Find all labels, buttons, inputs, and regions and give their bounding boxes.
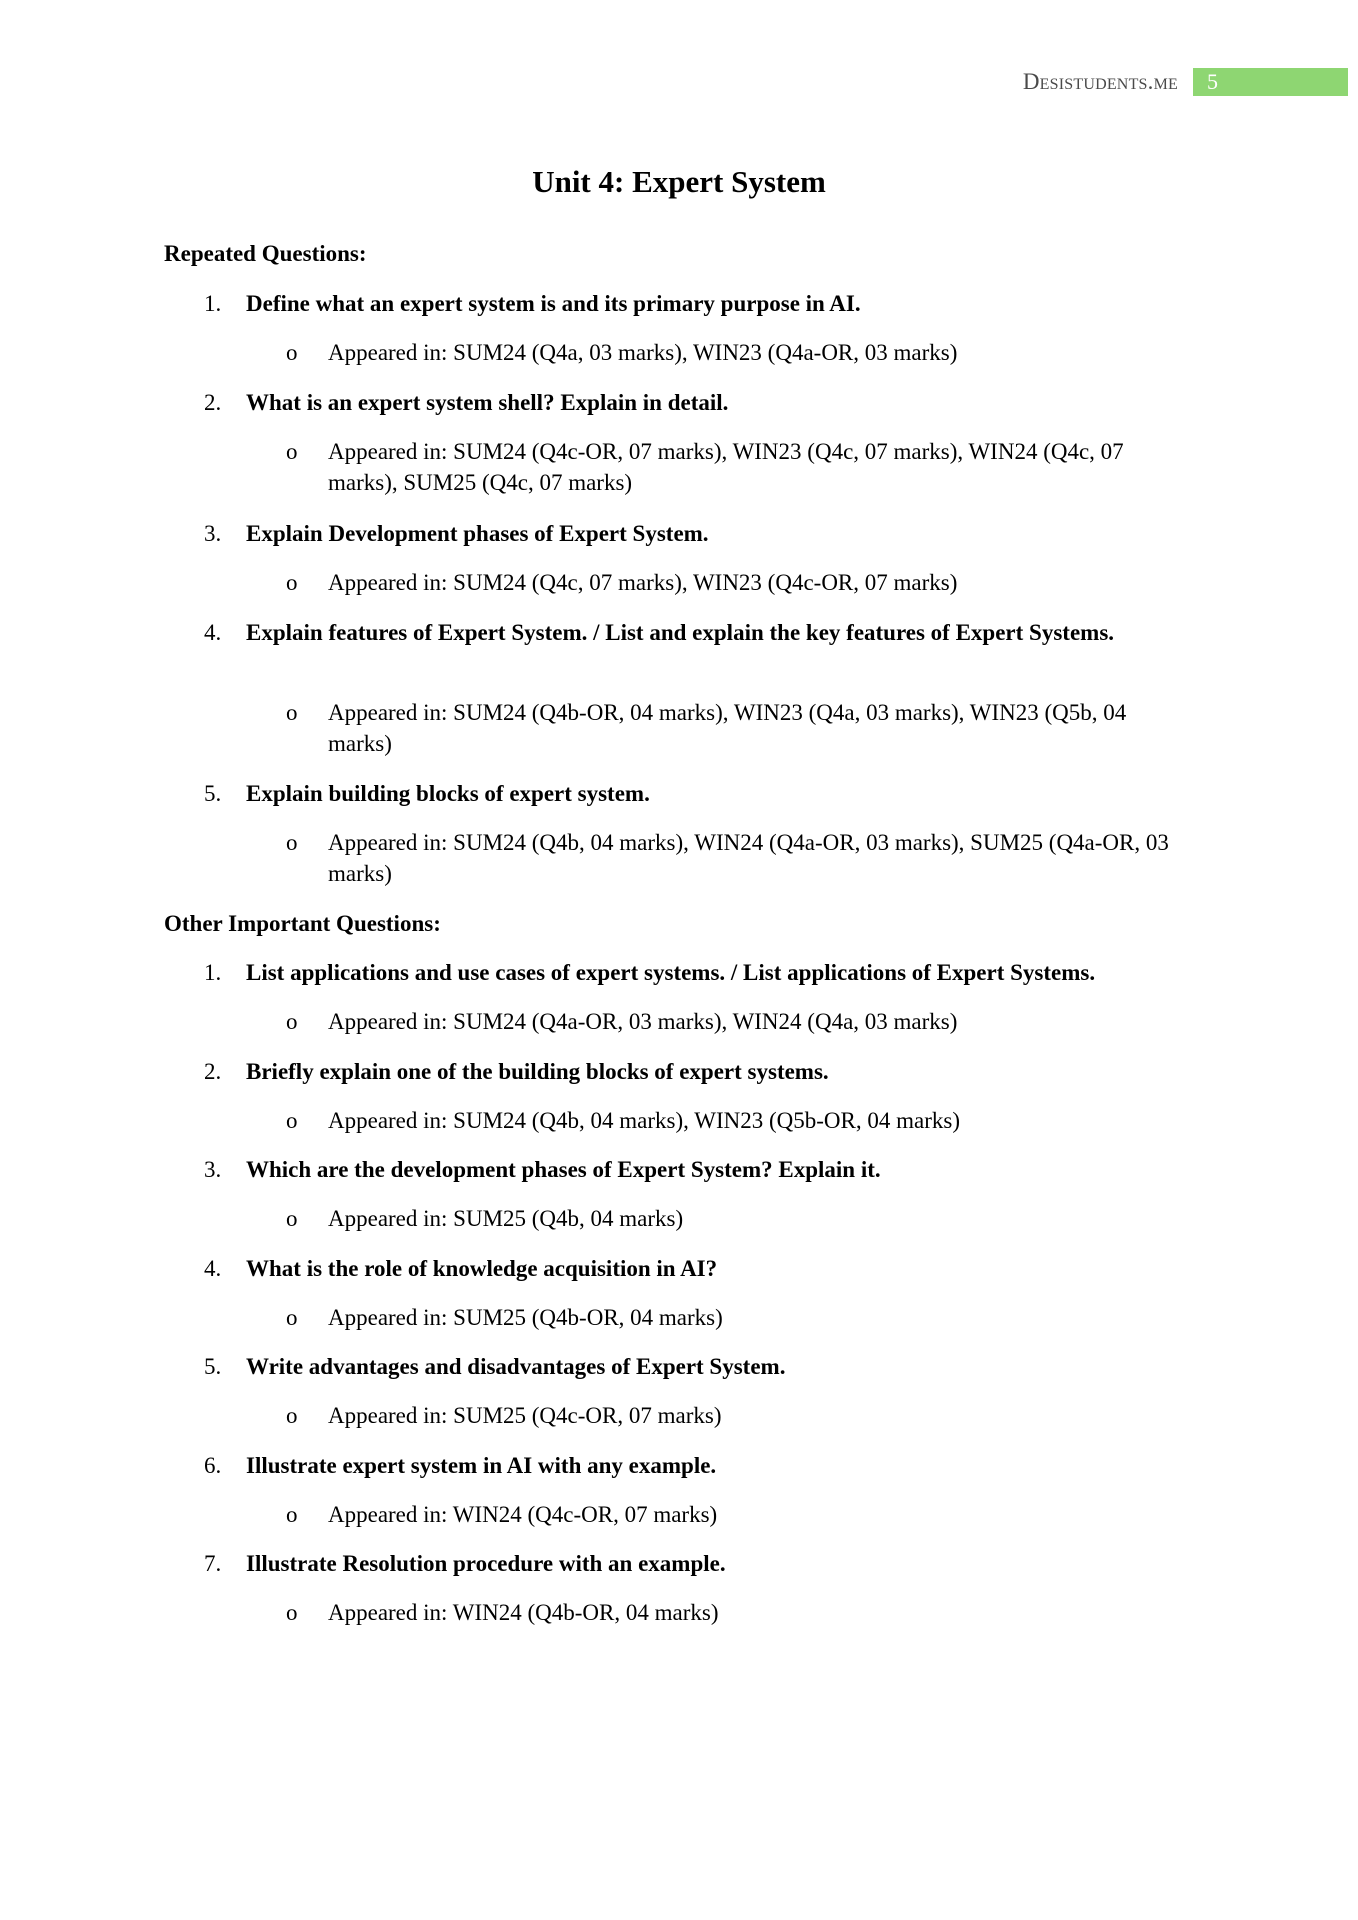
question-text: What is an expert system shell? Explain in detail. bbox=[246, 390, 729, 415]
appeared-text: Appeared in: SUM24 (Q4b, 04 marks), WIN24 (Q4a-OR, 03 marks), SUM25 (Q4a-OR, 03 marks) bbox=[328, 830, 1169, 886]
question-text: Explain features of Expert System. / List and explain the key features of Expert Systems. bbox=[246, 620, 1115, 645]
question-text: Explain building blocks of expert system. bbox=[246, 781, 650, 806]
question-number: 4. bbox=[204, 1256, 222, 1281]
appeared-text: Appeared in: SUM25 (Q4b-OR, 04 marks) bbox=[328, 1305, 723, 1330]
appeared-text: Appeared in: SUM25 (Q4b, 04 marks) bbox=[328, 1206, 684, 1231]
bullet-icon: o bbox=[286, 570, 298, 595]
bullet-icon: o bbox=[286, 1108, 298, 1133]
question-number: 3. bbox=[204, 1157, 222, 1182]
question-text: What is the role of knowledge acquisition in AI? bbox=[246, 1256, 718, 1281]
section-heading-repeated: Repeated Questions: bbox=[164, 241, 367, 266]
question-text: Illustrate Resolution procedure with an example. bbox=[246, 1551, 726, 1576]
appeared-text: Appeared in: SUM24 (Q4b-OR, 04 marks), WIN23 (Q4a, 03 marks), WIN23 (Q5b, 04 marks) bbox=[328, 700, 1127, 756]
question-number: 1. bbox=[204, 960, 222, 985]
bullet-icon: o bbox=[286, 1206, 298, 1231]
question-number: 6. bbox=[204, 1453, 222, 1478]
question-text: Define what an expert system is and its primary purpose in AI. bbox=[246, 291, 861, 316]
appeared-text: Appeared in: SUM24 (Q4a-OR, 03 marks), WIN24 (Q4a, 03 marks) bbox=[328, 1009, 958, 1034]
bullet-icon: o bbox=[286, 1009, 298, 1034]
question-text: Which are the development phases of Expert System? Explain it. bbox=[246, 1157, 881, 1182]
question-text: Write advantages and disadvantages of Expert System. bbox=[246, 1354, 786, 1379]
appeared-text: Appeared in: SUM24 (Q4b, 04 marks), WIN23 (Q5b-OR, 04 marks) bbox=[328, 1108, 960, 1133]
question-text: Briefly explain one of the building blocks of expert systems. bbox=[246, 1059, 829, 1084]
question-text: Illustrate expert system in AI with any example. bbox=[246, 1453, 717, 1478]
appeared-text: Appeared in: WIN24 (Q4c-OR, 07 marks) bbox=[328, 1502, 718, 1527]
bullet-icon: o bbox=[286, 1403, 298, 1428]
bullet-icon: o bbox=[286, 830, 298, 855]
question-number: 2. bbox=[204, 390, 222, 415]
section-heading-other: Other Important Questions: bbox=[164, 911, 441, 936]
appeared-text: Appeared in: SUM24 (Q4c, 07 marks), WIN23 (Q4c-OR, 07 marks) bbox=[328, 570, 958, 595]
appeared-text: Appeared in: SUM24 (Q4a, 03 marks), WIN23 (Q4a-OR, 03 marks) bbox=[328, 340, 958, 365]
bullet-icon: o bbox=[286, 1502, 298, 1527]
page-title: Unit 4: Expert System bbox=[532, 164, 826, 199]
appeared-text: Appeared in: WIN24 (Q4b-OR, 04 marks) bbox=[328, 1600, 719, 1625]
page-number-badge bbox=[1193, 68, 1348, 96]
question-number: 5. bbox=[204, 781, 222, 806]
appeared-text: Appeared in: SUM25 (Q4c-OR, 07 marks) bbox=[328, 1403, 722, 1428]
bullet-icon: o bbox=[286, 700, 298, 725]
appeared-text: Appeared in: SUM24 (Q4c-OR, 07 marks), WIN23 (Q4c, 07 marks), WIN24 (Q4c, 07 marks), SUM25 (Q4c, 07 marks) bbox=[328, 439, 1124, 495]
question-text: List applications and use cases of expert systems. / List applications of Expert Systems. bbox=[246, 960, 1096, 985]
question-number: 7. bbox=[204, 1551, 222, 1576]
question-number: 1. bbox=[204, 291, 222, 316]
page-number: 5 bbox=[1207, 69, 1218, 94]
question-number: 4. bbox=[204, 620, 222, 645]
bullet-icon: o bbox=[286, 439, 298, 464]
question-number: 5. bbox=[204, 1354, 222, 1379]
question-number: 2. bbox=[204, 1059, 222, 1084]
bullet-icon: o bbox=[286, 340, 298, 365]
question-number: 3. bbox=[204, 521, 222, 546]
site-name: Desistudents.me bbox=[1022, 69, 1178, 94]
bullet-icon: o bbox=[286, 1305, 298, 1330]
bullet-icon: o bbox=[286, 1600, 298, 1625]
page-header bbox=[0, 68, 1358, 96]
question-text: Explain Development phases of Expert System. bbox=[246, 521, 709, 546]
